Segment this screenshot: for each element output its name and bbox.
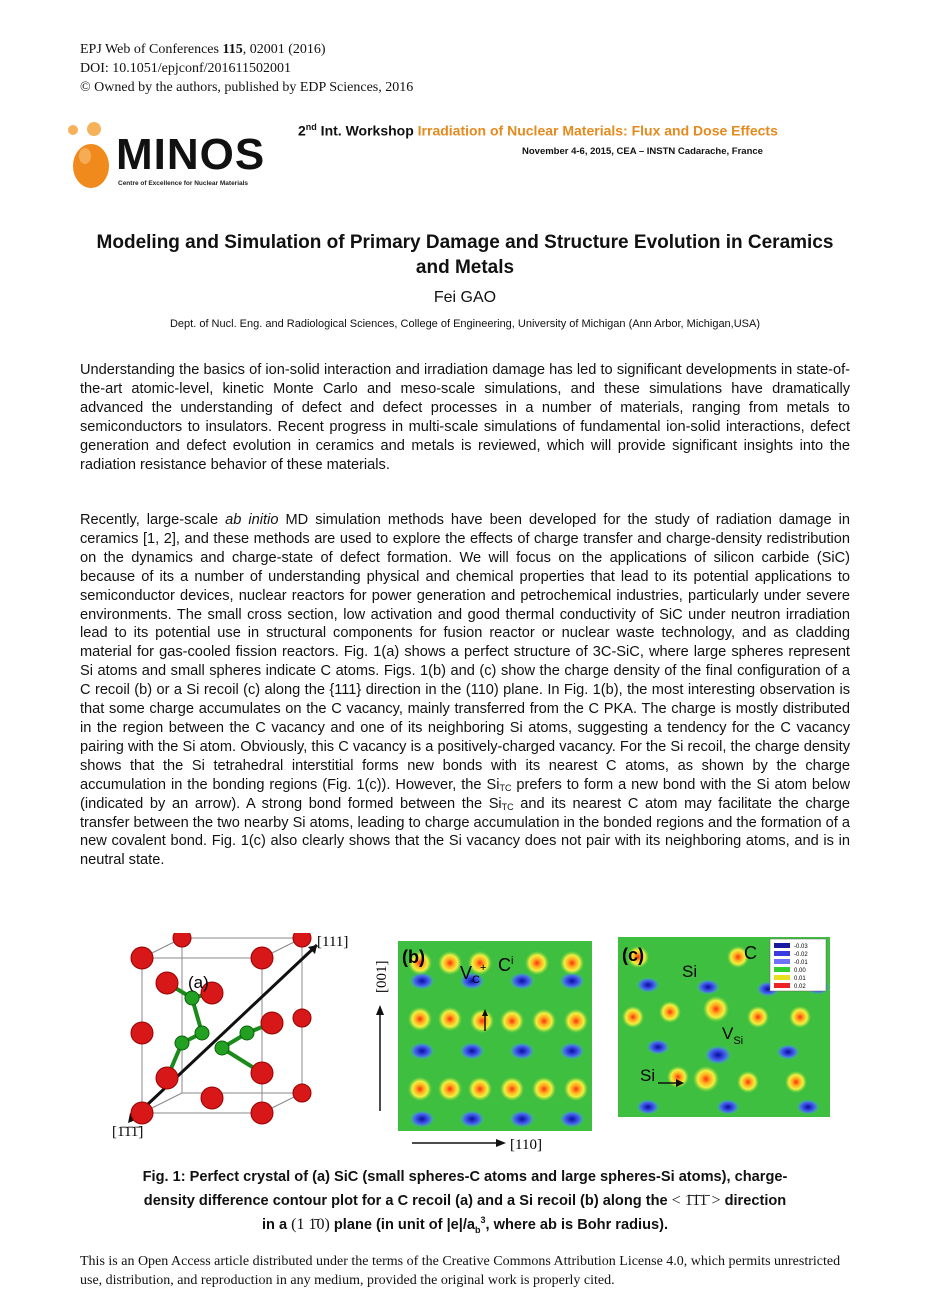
p2-text-b: MD simulation methods have been developed for the study of radiation damage in ceramics [1, 2], and these methods are used to explore the effects of charge transfer and charge-density redistribution on the dynamics and charge-state of defect formation. We will focus on the applications of silicon carbide (SiC) because of its a number of understanding physical and chemical properties that lead to its potential applications to semiconductor devices, nuclear reactors for power generation and petrochemical industries, particularly under severe environments. The small cross section, low activation and good thermal conductivity of SiC under neutron irradiation lead to its potential use in structural components for fusion reactor or nuclear waste technology, and as cladding material for gas-cooled fission reactors. Fig. 1(a) shows a perfect structure of 3C-SiC, where large spheres represent Si atoms and small spheres indicate C atoms. Figs. 1(b) and (c) show the charge density of the final configuration of a C recoil (b) or a Si recoil (c) along the {111} direction in the (110) plane. In Fig. 1(b), the most interesting observation is that some charge accumulates on the C vacancy, mainly transferred from the C PKA. The charge is mostly distributed in the region between the C vacancy and one of its neighboring Si atoms, suggesting a tendency for the C vacancy pairing with the Si atom. Obviously, this C vacancy is a positively-charged vacancy. For the Si recoil, the charge density shows that the Si tetrahedral interstitial forms new bonds with its nearest C atoms, as shown by the charge accumulation in the bonding regions (Fig. 1(c)). However, the Si xyxy=(80,512,850,793)
caption-3a: in a xyxy=(261,1217,292,1233)
vc-sup: + xyxy=(479,962,487,974)
p2-text-d: and its nearest C atom may facilitate the charge transfer between the two nearby Si atoms, leading to charge accumulation in the bonded regions and the formation of a new covalent bond. Fig. 1(c) also clearly shows that the Si vacancy does not pair with its neighboring atoms, and is in neutral state. xyxy=(80,795,850,869)
legend-swatch xyxy=(774,951,790,956)
logo-wordmark: MINOS xyxy=(116,130,266,179)
journal-volume: 115 xyxy=(222,42,243,57)
legend-label: -0.01 xyxy=(794,960,808,966)
fig-b-label: (b) xyxy=(402,947,425,967)
legend-swatch xyxy=(774,983,790,988)
affiliation: Dept. of Nucl. Eng. and Radiological Sciences, College of Engineering, University of Michigan (Ann Arbor, Michigan,USA) xyxy=(169,318,761,330)
workshop-date-place: November 4-6, 2015, CEA – INSTN Cadarache, France xyxy=(522,146,763,157)
legend-label: -0.02 xyxy=(794,952,808,958)
minos-logo xyxy=(66,120,276,190)
figure-caption xyxy=(80,1165,850,1237)
workshop-theme: Irradiation of Nuclear Materials: Flux and Dose Effects xyxy=(417,122,778,139)
copyright: © Owned by the authors, published by EDP Sciences, 2016 xyxy=(80,80,414,95)
caption-line-3 xyxy=(80,1213,850,1237)
legend-label: 0.01 xyxy=(794,976,806,982)
logo-dots-icon xyxy=(66,120,116,192)
legend-swatch xyxy=(774,943,790,948)
vsi-sub: Si xyxy=(733,1035,744,1047)
fig-c-si-label: Si xyxy=(682,962,698,981)
workshop-prefix: Int. Workshop xyxy=(316,122,418,139)
vc-V: V xyxy=(460,963,473,983)
legend-swatch xyxy=(774,959,790,964)
vc-sub: C xyxy=(472,974,480,986)
figure-1b-charge-density xyxy=(372,941,592,1153)
caption-3b: plane (in unit of |e|/a xyxy=(329,1217,476,1233)
axis-001-arrow-head-icon xyxy=(376,1005,384,1015)
caption-line-2 xyxy=(80,1189,850,1213)
p2-sub-2: TC xyxy=(501,801,514,812)
ci-sup: i xyxy=(511,955,514,967)
paper-title: Modeling and Simulation of Primary Damage and Structure Evolution in Ceramics and Metals xyxy=(96,232,834,278)
caption-3c: , where ab is Bohr radius). xyxy=(485,1217,669,1233)
legend-swatch xyxy=(774,975,790,980)
caption-sup-3: 3 xyxy=(480,1215,486,1226)
fig-c-si-bottom-label: Si xyxy=(640,1066,656,1085)
dir-m111-label: [1̄1̄1̄] xyxy=(112,1124,144,1140)
journal-line xyxy=(80,40,413,59)
article-number: , 02001 (2016) xyxy=(242,42,326,57)
axis-001-label: [001] xyxy=(374,960,390,993)
open-access-note: This is an Open Access article distributed under the terms of the Creative Commons Attribution License 4.0, which permits unrestricted use, distribution, and reproduction in any medium, provided the original work is properly cited. xyxy=(80,1254,841,1288)
publication-info xyxy=(80,40,413,97)
legend-swatch xyxy=(774,967,790,972)
paragraph-2 xyxy=(80,511,850,870)
caption-2a: density difference contour plot for a C recoil (a) and a Si recoil (b) along the xyxy=(143,1193,672,1209)
p2-text-a: Recently, large-scale xyxy=(80,512,226,528)
legend-label: -0.03 xyxy=(794,944,808,950)
logo-subtitle: Centre of Excellence for Nuclear Materials xyxy=(118,180,249,187)
ci-C: C xyxy=(498,955,511,975)
caption-2b: direction xyxy=(720,1193,787,1209)
p2-sub-1: TC xyxy=(499,782,512,793)
caption-math-direction: < 1̄1̄1̄ > xyxy=(671,1192,721,1209)
caption-line-1: Fig. 1: Perfect crystal of (a) SiC (small spheres-C atoms and large spheres-Si atoms), charge- xyxy=(142,1169,788,1185)
axis-110-label: [110] xyxy=(510,1137,542,1153)
legend-label: 0.02 xyxy=(794,984,806,990)
paragraph-1: Understanding the basics of ion-solid interaction and irradiation damage has led to significant developments in state-of-the-art atomic-level, kinetic Monte Carlo and meso-scale simulations, and these simulations have dramatically advanced the understanding of defect and defect processes in a number of materials, ranging from metals to semiconductors to insulators. Recent progress in multi-scale simulations of fundamental ion-solid interactions, defect generation and defect evolution in ceramics and metals is reviewed, which will provide significant insights into the radiation resistance behavior of these materials. xyxy=(80,362,850,473)
fig-a-label: (a) xyxy=(188,973,209,992)
caption-math-plane: (1 1̄0) xyxy=(291,1216,330,1233)
figure-1a-crystal xyxy=(112,933,362,1143)
legend-label: 0.00 xyxy=(794,968,806,974)
workshop-title xyxy=(298,122,778,139)
direction-arrow-line xyxy=(130,945,317,1121)
vsi-V: V xyxy=(722,1024,734,1043)
dir-111-label: [111] xyxy=(317,934,349,950)
figure-1c-charge-density xyxy=(618,937,830,1117)
caption-sub-b: b xyxy=(475,1224,481,1235)
author: Fei GAO xyxy=(433,289,497,306)
fig-c-legend xyxy=(770,939,826,991)
workshop-ordinal: 2 xyxy=(298,122,306,139)
axis-110-arrow-head-icon xyxy=(496,1139,506,1147)
journal-name: EPJ Web of Conferences xyxy=(80,42,223,57)
p2-italic: ab initio xyxy=(225,512,279,528)
fig-c-label: (c) xyxy=(622,945,644,965)
workshop-ordinal-suffix: nd xyxy=(305,122,317,132)
p2-text-c: prefers to form a new bond with the Si atom below (indicated by an arrow). A strong bond formed between the Si xyxy=(80,776,850,812)
fig-c-c-label: C xyxy=(744,943,757,963)
doi: DOI: 10.1051/epjconf/201611502001 xyxy=(80,61,292,76)
